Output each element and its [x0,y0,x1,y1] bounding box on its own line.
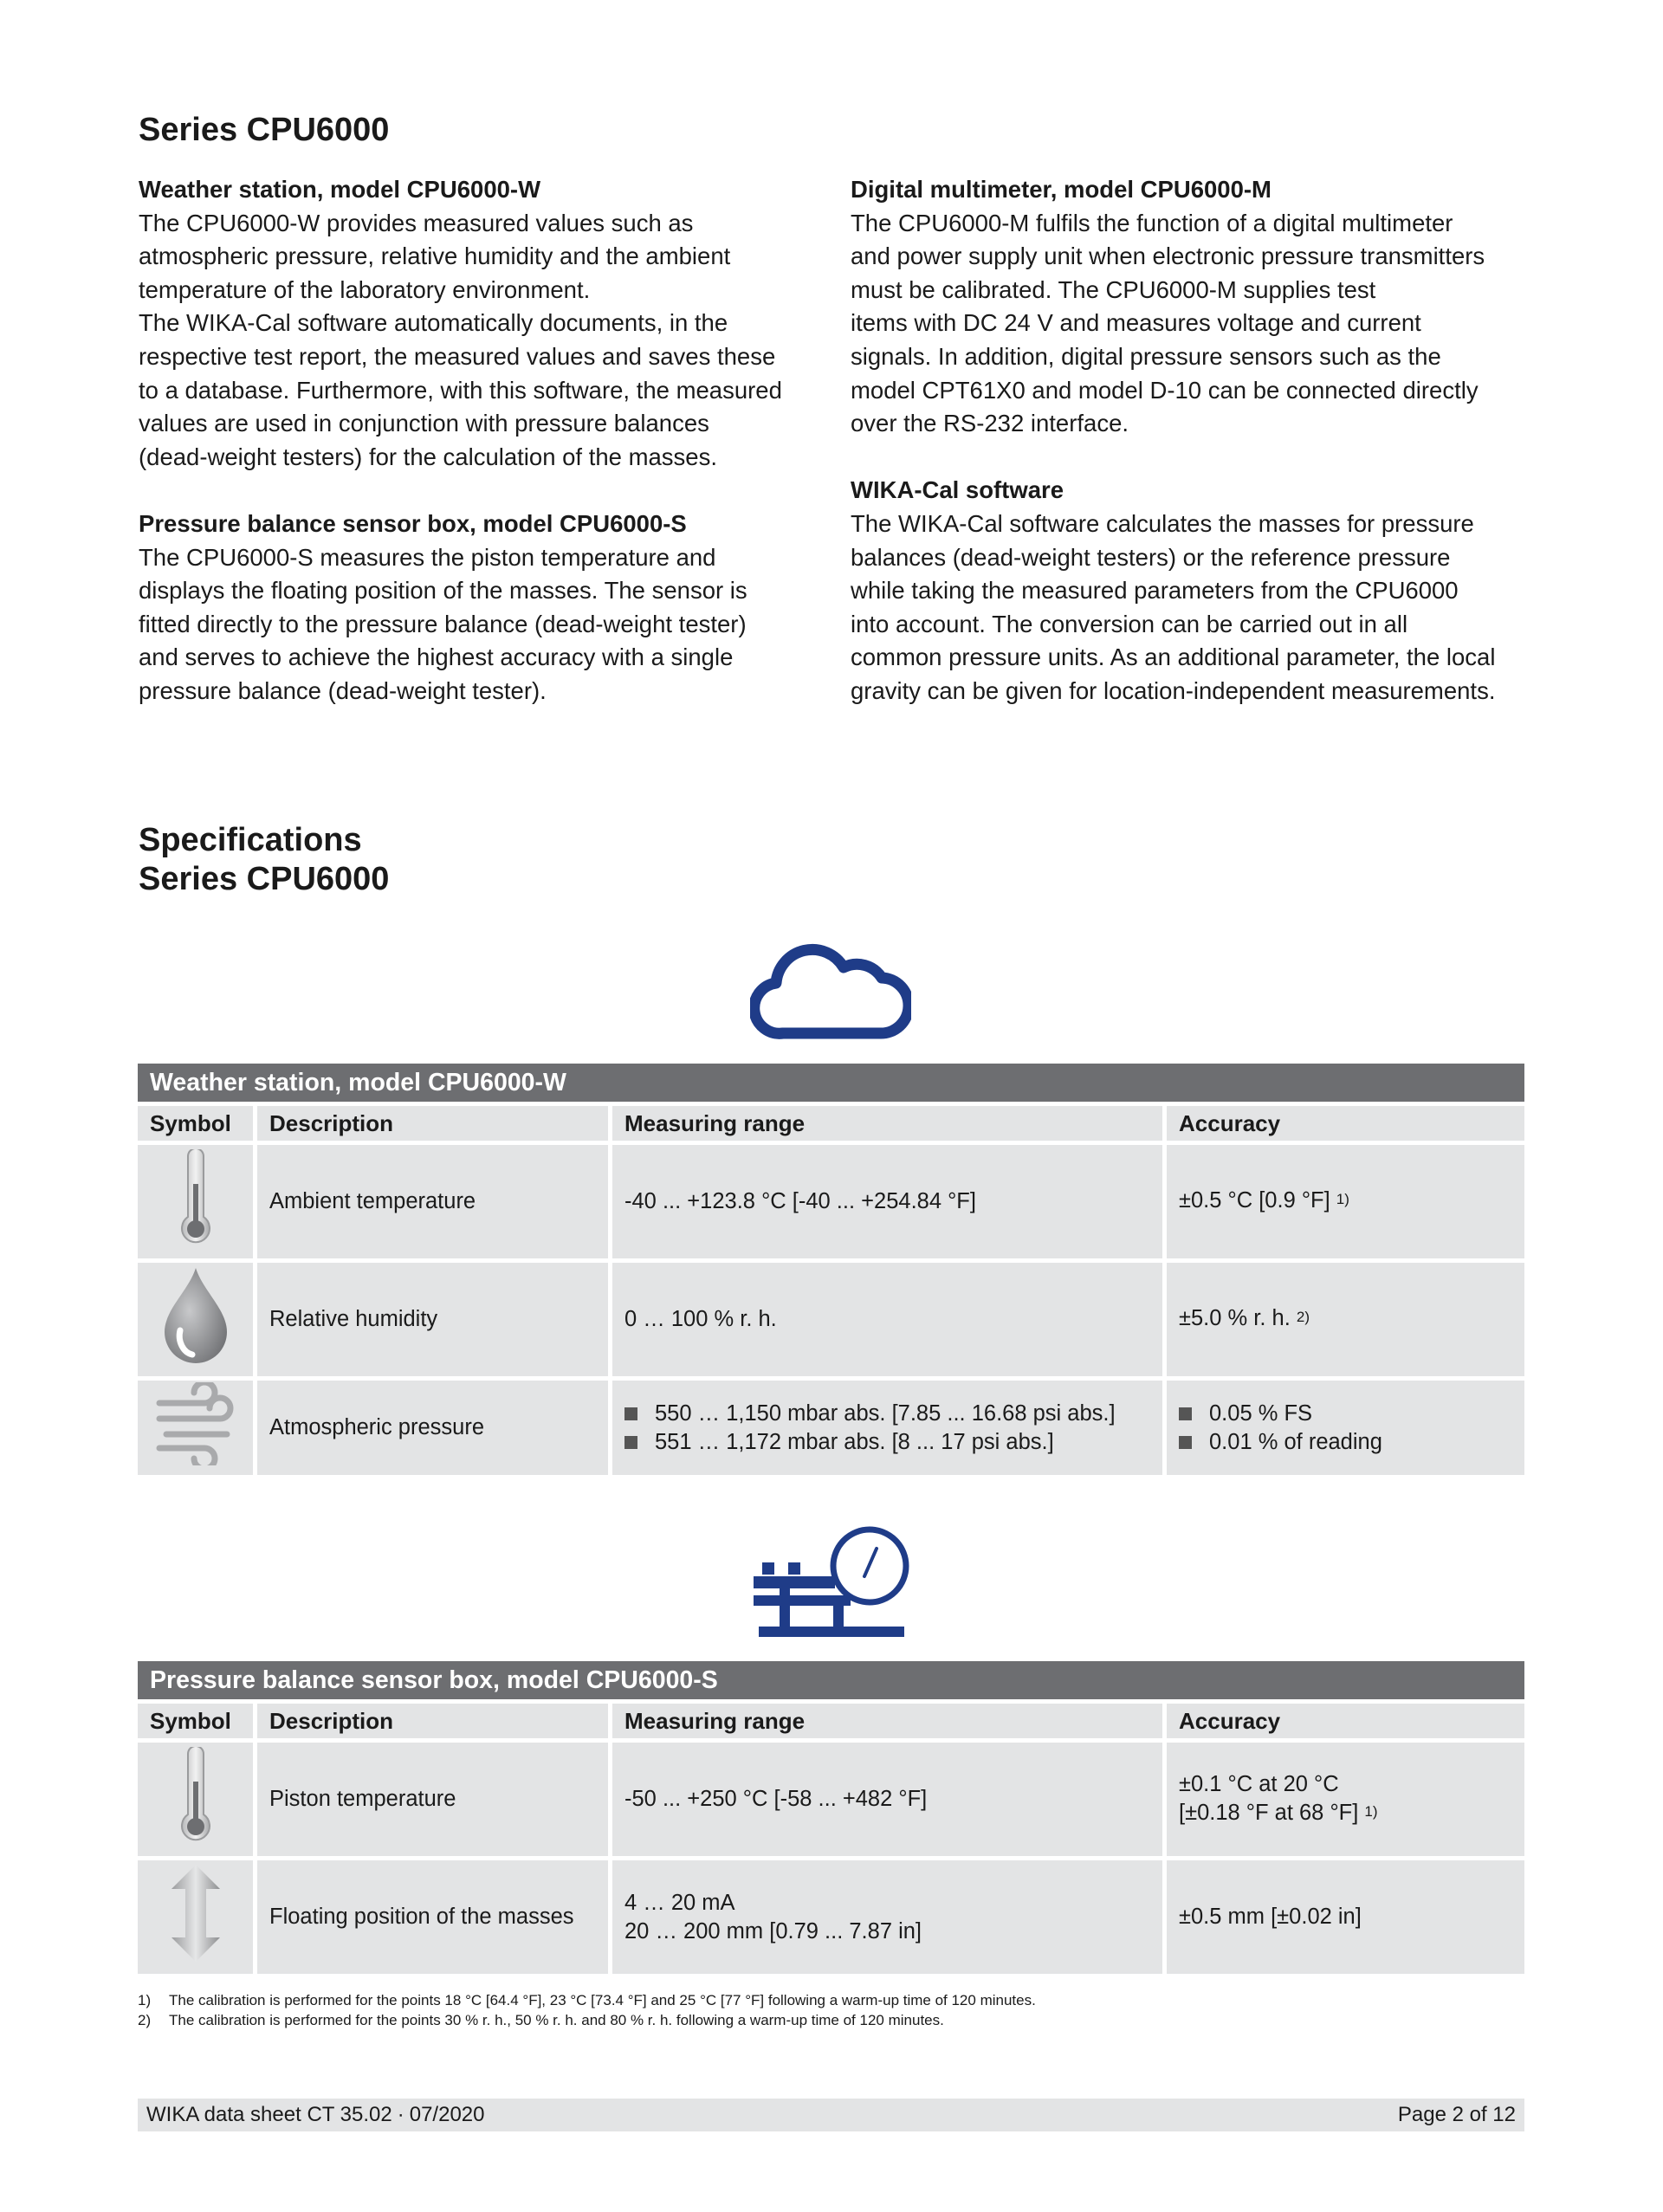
thermometer-icon [177,1825,215,1849]
range-cell: -50 ... +250 °C [-58 ... +482 °F] [612,1743,1167,1860]
accuracy-bullet [1179,1400,1512,1428]
paragraph-line: items with DC 24 V and measures voltage and current [851,309,1421,337]
accuracy-bullet [1179,1428,1512,1457]
footnote-ref: 1) [1336,1191,1349,1207]
section-title: Digital multimeter, model CPU6000-M [851,176,1272,203]
paragraph-line: The WIKA-Cal software automatically documents, in the [139,309,728,337]
weather-station-section [139,173,823,474]
column-header-accuracy: Accuracy [1167,1704,1524,1743]
vertical-arrows-icon [170,1944,222,1969]
paragraph-line: respective test report, the measured values and saves these [139,342,776,370]
bullet-text: 551 … 1,172 mbar abs. [8 ... 17 psi abs.] [655,1429,1054,1454]
table-caption: Pressure balance sensor box, model CPU6000-S [138,1661,1524,1704]
range-bullet [624,1428,1150,1457]
footnote-text: The calibration is performed for the points 30 % r. h., 50 % r. h. and 80 % r. h. following a warm-up time of 120 minutes. [169,2012,944,2028]
accuracy-cell [1167,1743,1524,1860]
paragraph-line: (dead-weight testers) for the calculation of the masses. [139,443,717,470]
paragraph-line: and power supply unit when electronic pressure transmitters [851,243,1485,270]
paragraph-line: to a database. Furthermore, with this software, the measured [139,376,782,404]
page-number: Page 2 of 12 [1397,2103,1516,2126]
paragraph-line: The WIKA-Cal software calculates the masses for pressure [851,509,1474,537]
range-bullet [624,1400,1150,1428]
paragraph-line: The CPU6000-S measures the piston temperature and [139,543,716,571]
accuracy-value: [±0.18 °F at 68 °F] [1179,1800,1359,1825]
paragraph-line: pressure balance (dead-weight tester). [139,676,547,704]
page-title: Series CPU6000 [139,112,390,148]
paragraph-line: model CPT61X0 and model D-10 can be connected directly [851,376,1479,404]
thermometer-icon [177,1227,215,1252]
symbol-cell [138,1145,257,1263]
paragraph-line: must be calibrated. The CPU6000-M supplies test [851,275,1376,303]
column-header-description: Description [257,1106,612,1145]
section-title: Pressure balance sensor box, model CPU6000-S [139,509,687,537]
footnote-number: 2) [138,2012,152,2028]
cloud-icon [750,931,911,1045]
description-cell: Relative humidity [257,1263,612,1381]
bullet-square [1179,1407,1192,1420]
specifications-title-line: Specifications [139,822,362,858]
accuracy-line [1179,1799,1512,1829]
paragraph-line: The CPU6000-W provides measured values such as [139,209,694,236]
table-row [138,1145,1524,1263]
accuracy-line: ±0.1 °C at 20 °C [1179,1771,1339,1796]
accuracy-cell [1167,1381,1524,1479]
bullet-text: 0.01 % of reading [1209,1429,1382,1454]
table-caption: Weather station, model CPU6000-W [138,1064,1524,1106]
footnote-ref: 1) [1364,1802,1378,1820]
left-column [139,173,823,741]
accuracy-value: ±5.0 % r. h. [1179,1306,1291,1330]
specifications-subtitle-line: Series CPU6000 [139,861,390,897]
range-cell [612,1860,1167,1978]
page-footer [138,2099,1524,2131]
range-cell: 0 … 100 % r. h. [612,1263,1167,1381]
range-line: 20 … 200 mm [0.79 ... 7.87 in] [624,1918,922,1944]
paragraph-line: fitted directly to the pressure balance (dead-weight tester) [139,610,747,637]
bullet-square [624,1436,637,1449]
accuracy-cell [1167,1145,1524,1263]
description-cell: Piston temperature [257,1743,612,1860]
paragraph-line: signals. In addition, digital pressure sensors such as the [851,342,1441,370]
footnote [138,1990,1036,2010]
paragraph-line: and serves to achieve the highest accuracy with a single [139,644,734,671]
paragraph-line: while taking the measured parameters from the CPU6000 [851,577,1459,605]
table-row [138,1263,1524,1381]
table-row [138,1381,1524,1479]
sensor-box-section [139,508,823,708]
column-header-description: Description [257,1704,612,1743]
footnote-number: 1) [138,1992,152,2008]
paragraph-line: common pressure units. As an additional parameter, the local [851,644,1496,671]
droplet-icon [161,1348,230,1372]
accuracy-cell: ±0.5 mm [±0.02 in] [1167,1860,1524,1978]
paragraph-line: balances (dead-weight testers) or the reference pressure [851,543,1451,571]
wind-icon [154,1446,237,1471]
table-row [138,1743,1524,1860]
multimeter-section [851,173,1535,441]
accuracy-cell [1167,1263,1524,1381]
footnote-ref: 2) [1296,1309,1310,1325]
paragraph-line: displays the floating position of the masses. The sensor is [139,577,747,605]
datasheet-reference: WIKA data sheet CT 35.02 ∙ 07/2020 [146,2103,485,2126]
footnote [138,2010,1036,2030]
sensor-box-table [138,1661,1524,1978]
paragraph-line: atmospheric pressure, relative humidity and the ambient [139,243,731,270]
weather-station-table [138,1064,1524,1479]
description-cell: Ambient temperature [257,1145,612,1263]
paragraph-line: into account. The conversion can be carried out in all [851,610,1408,637]
column-header-accuracy: Accuracy [1167,1106,1524,1145]
symbol-cell [138,1263,257,1381]
symbol-cell [138,1381,257,1479]
bullet-text: 0.05 % FS [1209,1400,1313,1426]
range-cell: -40 ... +123.8 °C [-40 ... +254.84 °F] [612,1145,1167,1263]
paragraph-line: gravity can be given for location-independent measurements. [851,676,1496,704]
paragraph-line: temperature of the laboratory environment. [139,275,591,303]
description-cell: Atmospheric pressure [257,1381,612,1479]
footnote-text: The calibration is performed for the points 18 °C [64.4 °F], 23 °C [73.4 °F] and 25 °C [77 °F] following a warm-up time of 120 minutes. [169,1992,1036,2008]
table-row [138,1860,1524,1978]
column-header-measuring-range: Measuring range [612,1106,1167,1145]
paragraph-line: values are used in conjunction with pressure balances [139,410,709,437]
column-header-measuring-range: Measuring range [612,1704,1167,1743]
bullet-square [1179,1436,1192,1449]
accuracy-value: ±0.5 °C [0.9 °F] [1179,1188,1330,1213]
pressure-balance-gauge-icon [750,1523,911,1645]
paragraph-line: over the RS-232 interface. [851,410,1129,437]
symbol-cell [138,1743,257,1860]
right-column [851,173,1535,741]
bullet-text: 550 … 1,150 mbar abs. [7.85 ... 16.68 psi abs.] [655,1400,1116,1426]
footnotes [138,1990,1036,2030]
paragraph-line: The CPU6000-M fulfils the function of a digital multimeter [851,209,1453,236]
specifications-heading [139,821,389,899]
symbol-cell [138,1860,257,1978]
software-section [851,474,1535,708]
range-cell [612,1381,1167,1479]
column-header-symbol: Symbol [138,1106,257,1145]
description-cell: Floating position of the masses [257,1860,612,1978]
column-header-symbol: Symbol [138,1704,257,1743]
section-title: WIKA-Cal software [851,476,1064,504]
range-line: 4 … 20 mA [624,1890,735,1915]
bullet-square [624,1407,637,1420]
section-title: Weather station, model CPU6000-W [139,176,541,203]
